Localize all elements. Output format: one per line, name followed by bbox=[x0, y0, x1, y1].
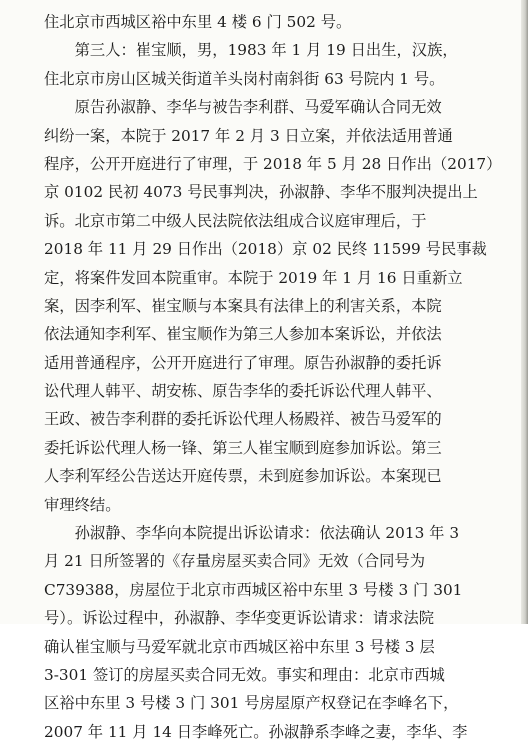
text-line: 3-301 签订的房屋买卖合同无效。事实和理由：北京市西城 bbox=[44, 665, 445, 684]
text-line: 2018 年 11 月 29 日作出（2018）京 02 民终 11599 号民事裁 bbox=[44, 240, 487, 259]
text-line: 定，将案件发回本院重审。本院于 2019 年 1 月 16 日重新立 bbox=[44, 268, 463, 287]
text-line: 依法通知李利军、崔宝顺作为第三人参加本案诉讼，并依法 bbox=[44, 325, 442, 344]
text-line: 委托诉讼代理人杨一锋、第三人崔宝顺到庭参加诉讼。第三 bbox=[44, 438, 442, 457]
text-line: 审理终结。 bbox=[44, 495, 121, 514]
page-binding-edge bbox=[521, 0, 528, 624]
text-line: 2007 年 11 月 14 日李峰死亡。孙淑静系李峰之妻，李华、李 bbox=[44, 722, 468, 741]
text-line: 诉。北京市第二中级人民法院依法组成合议庭审理后，于 bbox=[44, 211, 427, 230]
text-line: C739388，房屋位于北京市西城区裕中东里 3 号楼 3 门 301 bbox=[44, 580, 463, 599]
text-line: 纠纷一案，本院于 2017 年 2 月 3 日立案，并依法适用普通 bbox=[44, 126, 453, 145]
para-address-continued bbox=[44, 8, 514, 36]
document-body bbox=[44, 8, 514, 746]
text-line: 住北京市房山区城关街道羊头岗村南斜街 63 号院内 1 号。 bbox=[44, 69, 445, 88]
text-line: 京 0102 民初 4073 号民事判决，孙淑静、李华不服判决提出上 bbox=[44, 183, 478, 202]
text-line: 程序，公开开庭进行了审理，于 2018 年 5 月 28 日作出（2017） bbox=[44, 154, 502, 173]
para-procedural-history bbox=[44, 93, 514, 519]
text-line: 确认崔宝顺与马爱军就北京市西城区裕中东里 3 号楼 3 层 bbox=[44, 637, 435, 656]
para-third-party bbox=[44, 36, 514, 93]
text-line: 区裕中东里 3 号楼 3 门 301 号房屋原产权登记在李峰名下， bbox=[44, 694, 459, 713]
text-line: 案，因李利军、崔宝顺与本案具有法律上的利害关系，本院 bbox=[44, 296, 442, 315]
text-line: 人李利军经公告送达开庭传票，未到庭参加诉讼。本案现已 bbox=[44, 467, 442, 486]
text-line: 住北京市西城区裕中东里 4 楼 6 门 502 号。 bbox=[44, 13, 352, 31]
text-line: 适用普通程序，公开开庭进行了审理。原告孙淑静的委托诉 bbox=[44, 353, 442, 372]
para-claims bbox=[44, 519, 514, 746]
text-line: 第三人：崔宝顺，男，1983 年 1 月 19 日出生，汉族， bbox=[44, 41, 458, 60]
text-line: 原告孙淑静、李华与被告李利群、马爱军确认合同无效 bbox=[44, 98, 442, 117]
text-line: 孙淑静、李华向本院提出诉讼请求：依法确认 2013 年 3 bbox=[44, 524, 460, 543]
text-line: 王政、被告李利群的委托诉讼代理人杨殿祥、被告马爱军的 bbox=[44, 410, 442, 429]
text-line: 讼代理人韩平、胡安栋、原告李华的委托诉讼代理人韩平、 bbox=[44, 382, 442, 401]
text-line: 号）。诉讼过程中，孙淑静、李华变更诉讼请求：请求法院 bbox=[44, 609, 435, 628]
text-line: 月 21 日所签署的《存量房屋买卖合同》无效（合同号为 bbox=[44, 552, 426, 571]
